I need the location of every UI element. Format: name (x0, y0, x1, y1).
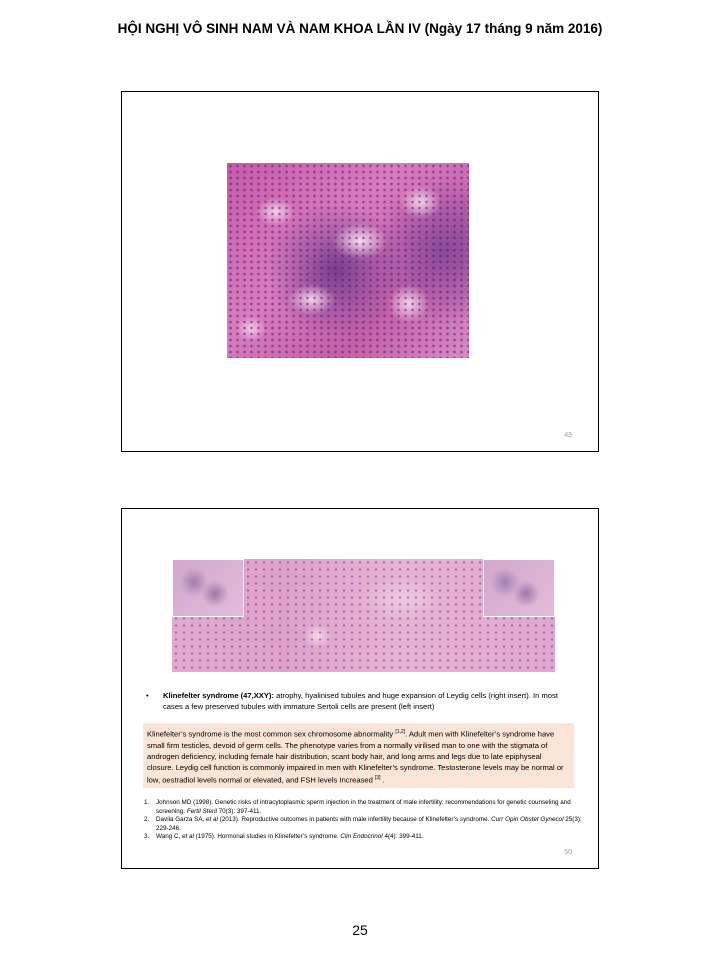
bullet-marker: • (146, 691, 149, 700)
ref-body: (1975). Hormonal studies in Klinefelter’s syndrome. (193, 833, 341, 840)
ref-body: (2013). Reproductive outcomes in patients with male infertility because of Klinefelter’s syndrome. (217, 816, 492, 823)
reference-item (144, 816, 584, 833)
ref-body: Johnson MD (1998). Genetic risks of intracytoplasmic sperm injection in the treatment of male infertility: recommendations for genetic counseling and screening. (156, 799, 571, 815)
slide-49 (121, 91, 599, 452)
bullet-bold: Klinefelter syndrome (47,XXY): (163, 691, 274, 700)
slide-number: 50 (564, 849, 572, 856)
ref-etal: et al (206, 816, 218, 823)
reference-item (144, 833, 584, 842)
slide-50 (121, 508, 599, 869)
citation-1-2: [1,2] (395, 729, 406, 735)
ref-volume: 25(3): 229-246. (156, 816, 582, 832)
bullet-body: atrophy, hyalinised tubules and huge expansion of Leydig cells (right insert). In most cases a few preserved tubules with immature Sertoli cells are present (left insert) (163, 691, 558, 711)
klinefelter-histology-image (172, 559, 555, 672)
summary-text-1: Klinefelter’s syndrome is the most common sex chromosome abnormality (147, 729, 396, 739)
ref-volume: 70(3): 397-411. (216, 807, 262, 815)
ref-text (156, 833, 424, 842)
ref-text (156, 816, 584, 833)
bullet-point (146, 690, 566, 712)
summary-box (143, 723, 574, 788)
bullet-text (163, 690, 566, 712)
document-header: HỘI NGHỊ VÔ SINH NAM VÀ NAM KHOA LẦN IV (Ngày 17 tháng 9 năm 2016) (117, 21, 603, 36)
histology-image (227, 163, 469, 358)
right-insert-image (483, 559, 555, 617)
citation-3: [3] (374, 774, 381, 781)
slide-number: 49 (564, 432, 572, 439)
ref-journal: Curr Opin Obstet Gynecol (491, 816, 564, 823)
summary-text-2: . Adult men with Klinefelter’s syndrome have small firm testicles, devoid of germ cells. The phenotype varies from a normally virilised man to one with the stigmata of androgen deficiency, including female hair distribution, scant body hair, and long arms and legs due to late epiphyseal closure. Leydig cell function is commonly impaired in men with Klinefelter’s syndrome. Testosterone levels may be normal or low, oestradiol levels normal or elevated, and FSH levels Increased (147, 729, 564, 785)
references-list (144, 799, 584, 842)
page-number: 25 (352, 922, 368, 938)
ref-etal: et al (182, 833, 194, 840)
ref-number: 1. (144, 799, 150, 806)
ref-number: 3. (144, 833, 150, 840)
ref-journal: Fertil Steril (186, 807, 217, 815)
ref-number: 2. (144, 816, 150, 823)
ref-authors: Wang C, (156, 833, 183, 840)
ref-text (156, 799, 584, 816)
left-insert-image (172, 559, 244, 617)
reference-item (144, 799, 584, 816)
ref-journal: Clin Endocrinol (340, 833, 383, 840)
ref-authors: Davila Garza SA, (156, 816, 207, 823)
ref-volume: 4(4): 399-411. (382, 833, 424, 840)
summary-text-3: . (380, 775, 385, 785)
